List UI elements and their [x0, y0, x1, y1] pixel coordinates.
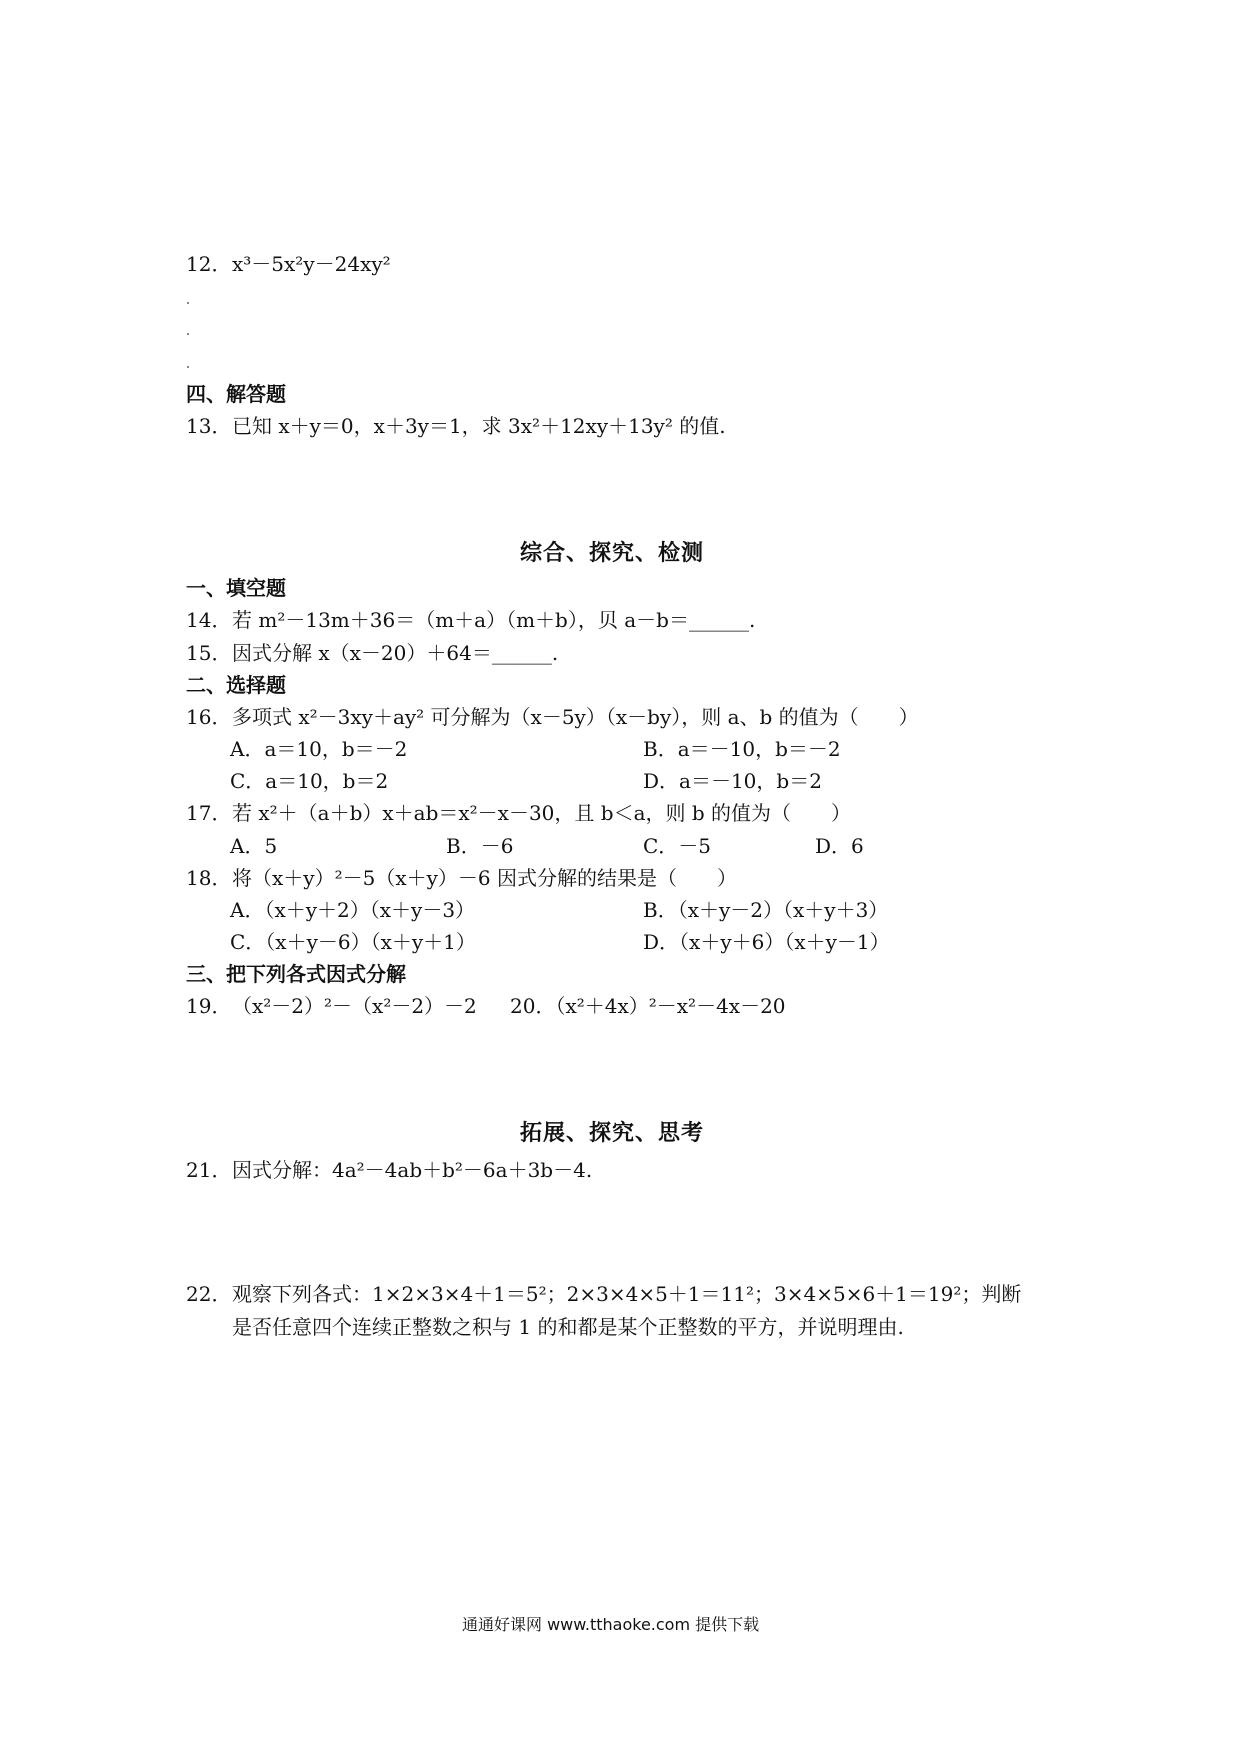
section-heading-choice: 二、选择题	[186, 673, 286, 697]
question-22	[186, 1280, 1021, 1308]
question-text: 若 m²－13m＋36＝（m＋a）（m＋b），贝 a－b＝______.	[232, 608, 756, 632]
option-d: D．6	[815, 834, 864, 858]
question-number: 19．	[186, 994, 232, 1018]
question-number: 14．	[186, 608, 232, 632]
question-text: （x²＋4x）²－x²－4x－20	[555, 994, 786, 1018]
option-c: C．（x＋y－6）（x＋y＋1）	[230, 930, 476, 954]
question-text: x³－5x²y－24xy²	[232, 252, 391, 276]
option-b: B．a＝－10，b＝－2	[643, 737, 841, 761]
question-22-continued: 是否任意四个连续正整数之积与 1 的和都是某个正整数的平方，并说明理由.	[232, 1315, 904, 1339]
section-heading-answer: 四、解答题	[186, 382, 286, 406]
question-text: 观察下列各式：1×2×3×4＋1＝5²；2×3×4×5＋1＝11²；3×4×5×6＋1＝19²；判断	[232, 1282, 1022, 1306]
question-number: 21．	[186, 1158, 232, 1182]
option-c: C．－5	[643, 834, 712, 858]
question-text: 多项式 x²－3xy＋ay² 可分解为（x－5y）（x－by），则 a、b 的值为（ ）	[232, 705, 919, 729]
question-14	[186, 606, 755, 634]
question-17	[186, 799, 851, 827]
option-a: A．5	[230, 834, 278, 858]
part-title-extension: 拓展、探究、思考	[520, 1121, 705, 1146]
question-13	[186, 412, 726, 440]
question-number: 17．	[186, 801, 232, 825]
question-number: 18．	[186, 866, 232, 890]
question-text: （x²－2）²－（x²－2）－2	[232, 994, 477, 1018]
question-number: 13．	[186, 414, 232, 438]
question-20	[510, 992, 786, 1020]
question-text: 因式分解：4a²－4ab＋b²－6a＋3b－4.	[232, 1158, 593, 1182]
option-b: B．－6	[446, 834, 514, 858]
question-12	[186, 250, 391, 278]
option-d: D．（x＋y＋6）（x＋y－1）	[643, 930, 890, 954]
page-footer: 通通好课网 www.tthaoke.com 提供下载	[462, 1615, 760, 1634]
question-number: 15．	[186, 641, 232, 665]
question-text: 因式分解 x（x－20）＋64＝______.	[232, 641, 559, 665]
question-text: 已知 x＋y＝0，x＋3y＝1，求 3x²＋12xy＋13y² 的值.	[232, 414, 726, 438]
option-a: A．a＝10，b＝－2	[230, 737, 408, 761]
question-number: 12．	[186, 252, 232, 276]
scan-dot	[187, 302, 189, 304]
option-a: A．（x＋y＋2）（x＋y－3）	[230, 898, 476, 922]
question-21	[186, 1156, 592, 1184]
question-text: 将（x＋y）²－5（x＋y）－6 因式分解的结果是（ ）	[232, 866, 737, 890]
option-d: D．a＝－10，b＝2	[643, 769, 822, 793]
scan-dot	[187, 333, 189, 335]
question-number: 16．	[186, 705, 232, 729]
section-heading-factor: 三、把下列各式因式分解	[186, 962, 406, 986]
question-19	[186, 992, 477, 1020]
question-18	[186, 864, 737, 892]
question-number: 20．	[510, 994, 556, 1018]
part-title-comprehensive: 综合、探究、检测	[520, 541, 705, 566]
question-number: 22．	[186, 1282, 232, 1306]
scan-dot	[187, 366, 189, 368]
option-c: C．a＝10，b＝2	[230, 769, 389, 793]
question-15	[186, 639, 558, 667]
question-16	[186, 703, 919, 731]
option-b: B．（x＋y－2）（x＋y＋3）	[643, 898, 889, 922]
question-text: 若 x²＋（a＋b）x＋ab＝x²－x－30，且 b＜a，则 b 的值为（ ）	[232, 801, 852, 825]
section-heading-fill: 一、填空题	[186, 576, 286, 600]
